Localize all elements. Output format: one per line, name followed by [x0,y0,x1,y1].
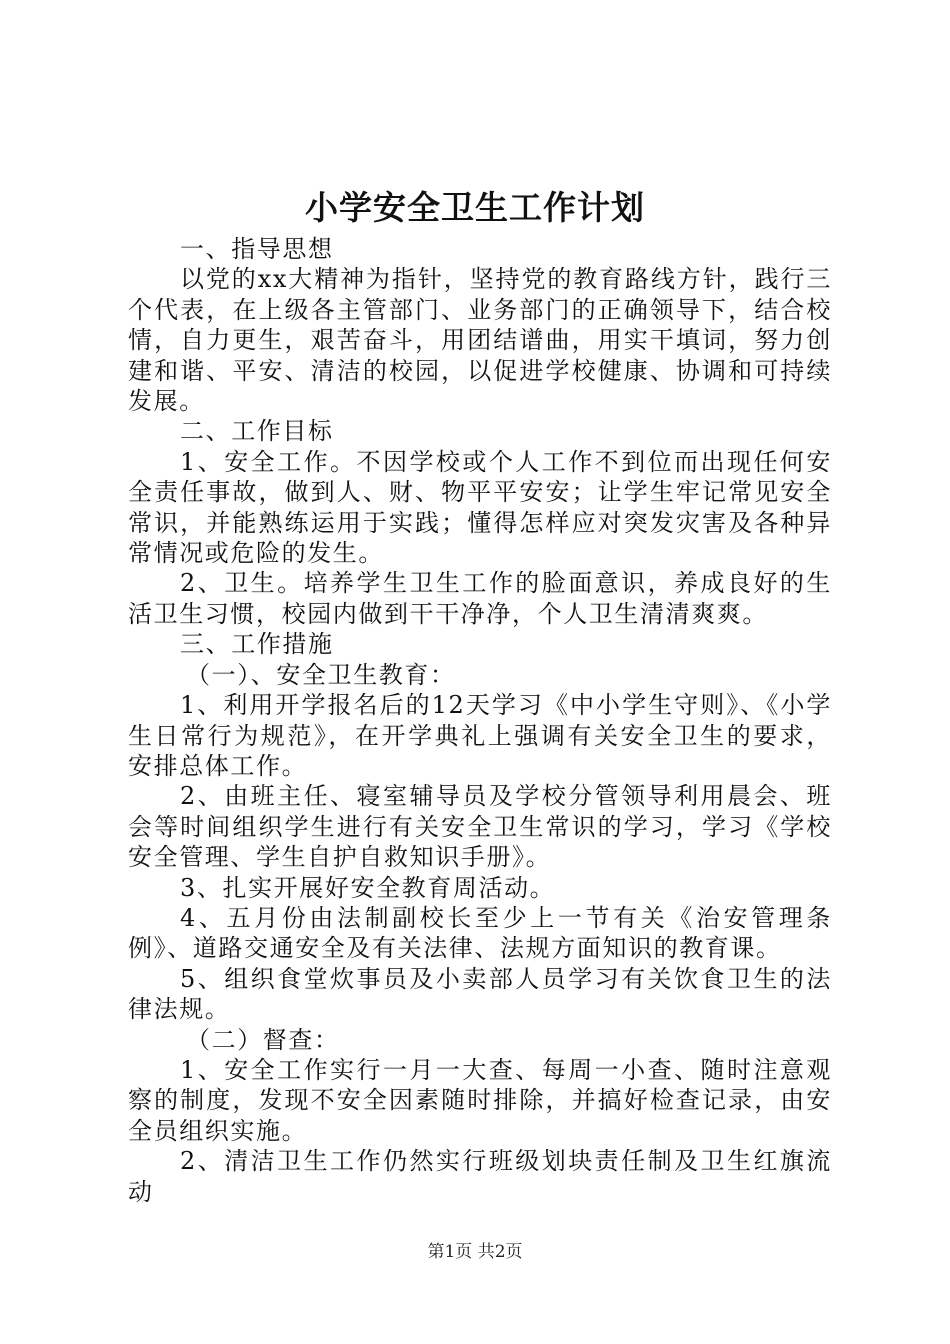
paragraph-measure-1: 1、利用开学报名后的12天学习《中小学生守则》、《小学生日常行为规范》，在开学典礼上强调有关安全卫生的要求，安排总体工作。 [128,691,832,780]
paragraph-inspection-2: 2、清洁卫生工作仍然实行班级划块责任制及卫生红旗流动 [128,1147,832,1206]
paragraph-inspection-1: 1、安全工作实行一月一大查、每周一小查、随时注意观察的制度，发现不安全因素随时排除，并搞好检查记录，由安全员组织实施。 [128,1055,832,1145]
paragraph-measure-4: 4、五月份由法制副校长至少上一节有关《治安管理条例》、道路交通安全及有关法律、法规方面知识的教育课。 [128,903,832,963]
document-title: 小学安全卫生工作计划 [305,188,645,227]
heading-guiding-ideology: 一、指导思想 [180,235,334,263]
paragraph-measure-5: 5、组织食堂炊事员及小卖部人员学习有关饮食卫生的法律法规。 [128,964,832,1024]
heading-work-goals: 二、工作目标 [180,417,334,446]
paragraph-guiding-ideology: 以党的xx大精神为指针，坚持党的教育路线方针，践行三个代表，在上级各主管部门、业务部门的正确领导下，结合校情，自力更生，艰苦奋斗，用团结谱曲，用实干填词，努力创建和谐、平安、清洁的校园，以促进学校健康、协调和可持续发展。 [128,265,832,416]
subheading-inspection: （二）督查： [186,1025,340,1054]
document-body [128,234,832,1207]
subheading-safety-education: （一）、安全卫生教育： [186,660,456,689]
paragraph-safety-goal: 1、安全工作。不因学校或个人工作不到位而出现任何安全责任事故，做到人、财、物平平安安；让学生牢记常见安全常识，并能熟练运用于实践；懂得怎样应对突发灾害及各种异常情况或危险的发生。 [128,447,832,568]
paragraph-measure-2: 2、由班主任、寝室辅导员及学校分管领导利用晨会、班会等时间组织学生进行有关安全卫生常识的学习，学习《学校安全管理、学生自护自救知识手册》。 [128,782,832,872]
page-footer: 第1页 共2页 [427,1242,523,1262]
paragraph-measure-3: 3、扎实开展好安全教育周活动。 [180,873,556,902]
paragraph-hygiene-goal: 2、卫生。培养学生卫生工作的脸面意识，养成良好的生活卫生习惯，校园内做到干干净净，个人卫生清清爽爽。 [128,569,832,628]
heading-work-measures: 三、工作措施 [180,630,334,659]
